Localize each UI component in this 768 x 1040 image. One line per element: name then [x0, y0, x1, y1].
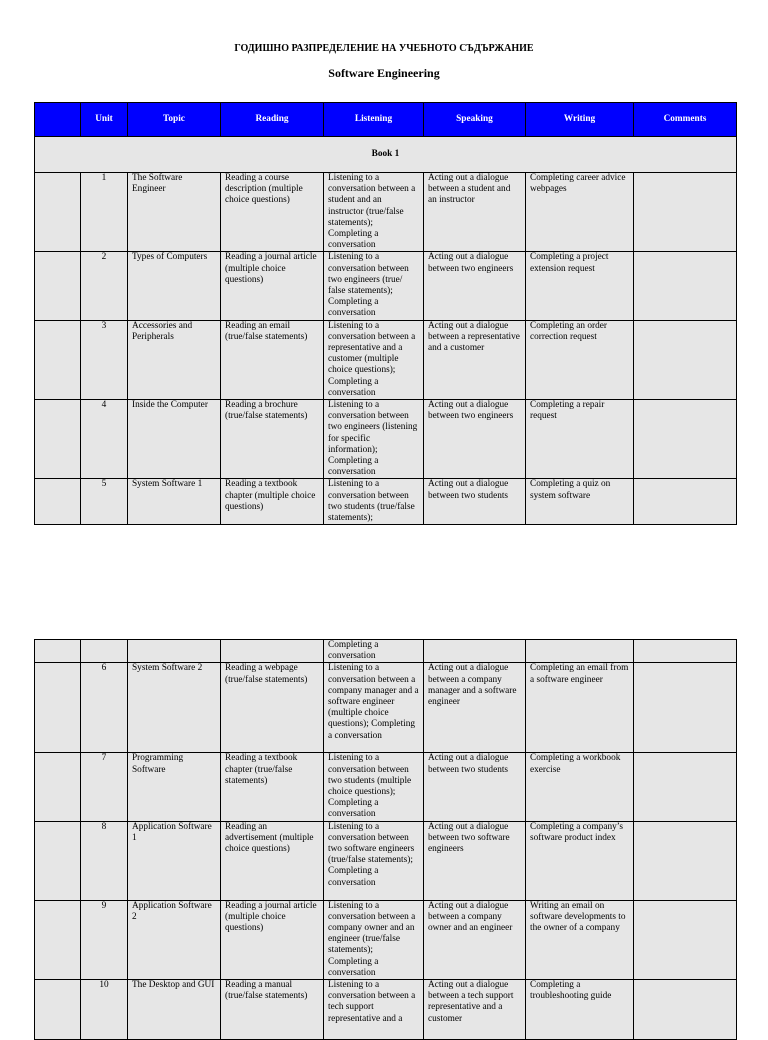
writing-cell: Completing an order correction request — [526, 320, 634, 399]
listening-cell: Listening to a conversation between two students (true/false statements); — [324, 479, 424, 525]
row-blank-cell — [35, 753, 81, 821]
topic-cell: The Software Engineer — [128, 173, 221, 252]
reading-cell: Reading a webpage (true/false statements) — [221, 663, 324, 753]
listening-cell: Listening to a conversation between a tech support representative and a — [324, 980, 424, 1040]
comments-cell — [634, 640, 737, 663]
table-row — [35, 663, 737, 753]
row-blank-cell — [35, 252, 81, 320]
speaking-cell: Acting out a dialogue between two students — [424, 479, 526, 525]
document-subtitle: Software Engineering — [328, 66, 440, 80]
comments-cell — [634, 173, 737, 252]
unit-cell: 2 — [81, 252, 128, 320]
header-comments: Comments — [634, 103, 737, 137]
topic-cell: Application Software 1 — [128, 821, 221, 900]
header-blank — [35, 103, 81, 137]
comments-cell — [634, 663, 737, 753]
listening-cell: Listening to a conversation between two software engineers (true/false statements); Completing a conversation — [324, 821, 424, 900]
reading-cell: Reading a journal article (multiple choice questions) — [221, 900, 324, 979]
writing-cell: Completing a project extension request — [526, 252, 634, 320]
writing-cell: Completing a troubleshooting guide — [526, 980, 634, 1040]
table-row — [35, 252, 737, 320]
table-row — [35, 320, 737, 399]
unit-cell: 7 — [81, 753, 128, 821]
unit-cell: 6 — [81, 663, 128, 753]
continuation-row — [35, 640, 737, 663]
reading-cell: Reading a brochure (true/false statements) — [221, 400, 324, 479]
table-header-row — [35, 103, 737, 137]
header-reading: Reading — [221, 103, 324, 137]
document-heading: ГОДИШНО РАЗПРЕДЕЛЕНИЕ НА УЧЕБНОТО СЪДЪРЖАНИЕ — [234, 43, 534, 54]
speaking-cell: Acting out a dialogue between two engineers — [424, 400, 526, 479]
speaking-cell: Acting out a dialogue between two software engineers — [424, 821, 526, 900]
table-row — [35, 821, 737, 900]
reading-cell: Reading an advertisement (multiple choice questions) — [221, 821, 324, 900]
row-blank-cell — [35, 663, 81, 753]
row-blank-cell — [35, 173, 81, 252]
comments-cell — [634, 320, 737, 399]
listening-cell: Listening to a conversation between a representative and a customer (multiple choice questions); Completing a conversation — [324, 320, 424, 399]
table-row — [35, 479, 737, 525]
comments-cell — [634, 900, 737, 979]
unit-cell: 5 — [81, 479, 128, 525]
listening-cell: Completing a conversation — [324, 640, 424, 663]
comments-cell — [634, 980, 737, 1040]
reading-cell: Reading a course description (multiple choice questions) — [221, 173, 324, 252]
listening-cell: Listening to a conversation between a student and an instructor (true/false statements); Completing a conversation — [324, 173, 424, 252]
writing-cell: Writing an email on software developments to the owner of a company — [526, 900, 634, 979]
topic-cell: System Software 1 — [128, 479, 221, 525]
comments-cell — [634, 753, 737, 821]
table-row — [35, 753, 737, 821]
unit-cell: 8 — [81, 821, 128, 900]
row-blank-cell — [35, 980, 81, 1040]
speaking-cell: Acting out a dialogue between two engineers — [424, 252, 526, 320]
header-listening: Listening — [324, 103, 424, 137]
topic-cell — [128, 640, 221, 663]
writing-cell: Completing career advice webpages — [526, 173, 634, 252]
reading-cell: Reading a manual (true/false statements) — [221, 980, 324, 1040]
header-writing: Writing — [526, 103, 634, 137]
topic-cell: Types of Computers — [128, 252, 221, 320]
row-blank-cell — [35, 479, 81, 525]
speaking-cell: Acting out a dialogue between a student and an instructor — [424, 173, 526, 252]
row-blank-cell — [35, 900, 81, 979]
topic-cell: Inside the Computer — [128, 400, 221, 479]
speaking-cell: Acting out a dialogue between a tech support representative and a customer — [424, 980, 526, 1040]
table-row — [35, 400, 737, 479]
reading-cell: Reading a textbook chapter (multiple choice questions) — [221, 479, 324, 525]
reading-cell — [221, 640, 324, 663]
unit-cell: 3 — [81, 320, 128, 399]
speaking-cell: Acting out a dialogue between a representative and a customer — [424, 320, 526, 399]
table-row — [35, 980, 737, 1040]
book-label: Book 1 — [35, 137, 737, 173]
writing-cell: Completing a quiz on system software — [526, 479, 634, 525]
listening-cell: Listening to a conversation between two engineers (listening for specific information); Completing a conversation — [324, 400, 424, 479]
curriculum-table-page2 — [34, 639, 737, 1040]
unit-cell: 1 — [81, 173, 128, 252]
row-blank-cell — [35, 640, 81, 663]
comments-cell — [634, 400, 737, 479]
header-unit: Unit — [81, 103, 128, 137]
header-speaking: Speaking — [424, 103, 526, 137]
unit-cell: 9 — [81, 900, 128, 979]
listening-cell: Listening to a conversation between two students (multiple choice questions); Completing a conversation — [324, 753, 424, 821]
reading-cell: Reading a textbook chapter (true/false statements) — [221, 753, 324, 821]
topic-cell: The Desktop and GUI — [128, 980, 221, 1040]
row-blank-cell — [35, 821, 81, 900]
writing-cell: Completing an email from a software engineer — [526, 663, 634, 753]
unit-cell: 10 — [81, 980, 128, 1040]
comments-cell — [634, 479, 737, 525]
speaking-cell: Acting out a dialogue between a company manager and a software engineer — [424, 663, 526, 753]
writing-cell: Completing a workbook exercise — [526, 753, 634, 821]
speaking-cell — [424, 640, 526, 663]
listening-cell: Listening to a conversation between a company manager and a software engineer (multiple choice questions); Completing a conversation — [324, 663, 424, 753]
table-row — [35, 900, 737, 979]
writing-cell: Completing a company’s software product index — [526, 821, 634, 900]
unit-cell: 4 — [81, 400, 128, 479]
writing-cell — [526, 640, 634, 663]
speaking-cell: Acting out a dialogue between a company owner and an engineer — [424, 900, 526, 979]
reading-cell: Reading an email (true/false statements) — [221, 320, 324, 399]
writing-cell: Completing a repair request — [526, 400, 634, 479]
row-blank-cell — [35, 400, 81, 479]
listening-cell: Listening to a conversation between two engineers (true/ false statements); Completing a conversation — [324, 252, 424, 320]
topic-cell: Application Software 2 — [128, 900, 221, 979]
header-topic: Topic — [128, 103, 221, 137]
comments-cell — [634, 821, 737, 900]
listening-cell: Listening to a conversation between a company owner and an engineer (true/false statements); Completing a conversation — [324, 900, 424, 979]
topic-cell: System Software 2 — [128, 663, 221, 753]
row-blank-cell — [35, 320, 81, 399]
table-row — [35, 173, 737, 252]
comments-cell — [634, 252, 737, 320]
topic-cell: Accessories and Peripherals — [128, 320, 221, 399]
unit-cell — [81, 640, 128, 663]
book-row — [35, 137, 737, 173]
curriculum-table-page1 — [34, 102, 737, 525]
topic-cell: Programming Software — [128, 753, 221, 821]
speaking-cell: Acting out a dialogue between two students — [424, 753, 526, 821]
reading-cell: Reading a journal article (multiple choice questions) — [221, 252, 324, 320]
